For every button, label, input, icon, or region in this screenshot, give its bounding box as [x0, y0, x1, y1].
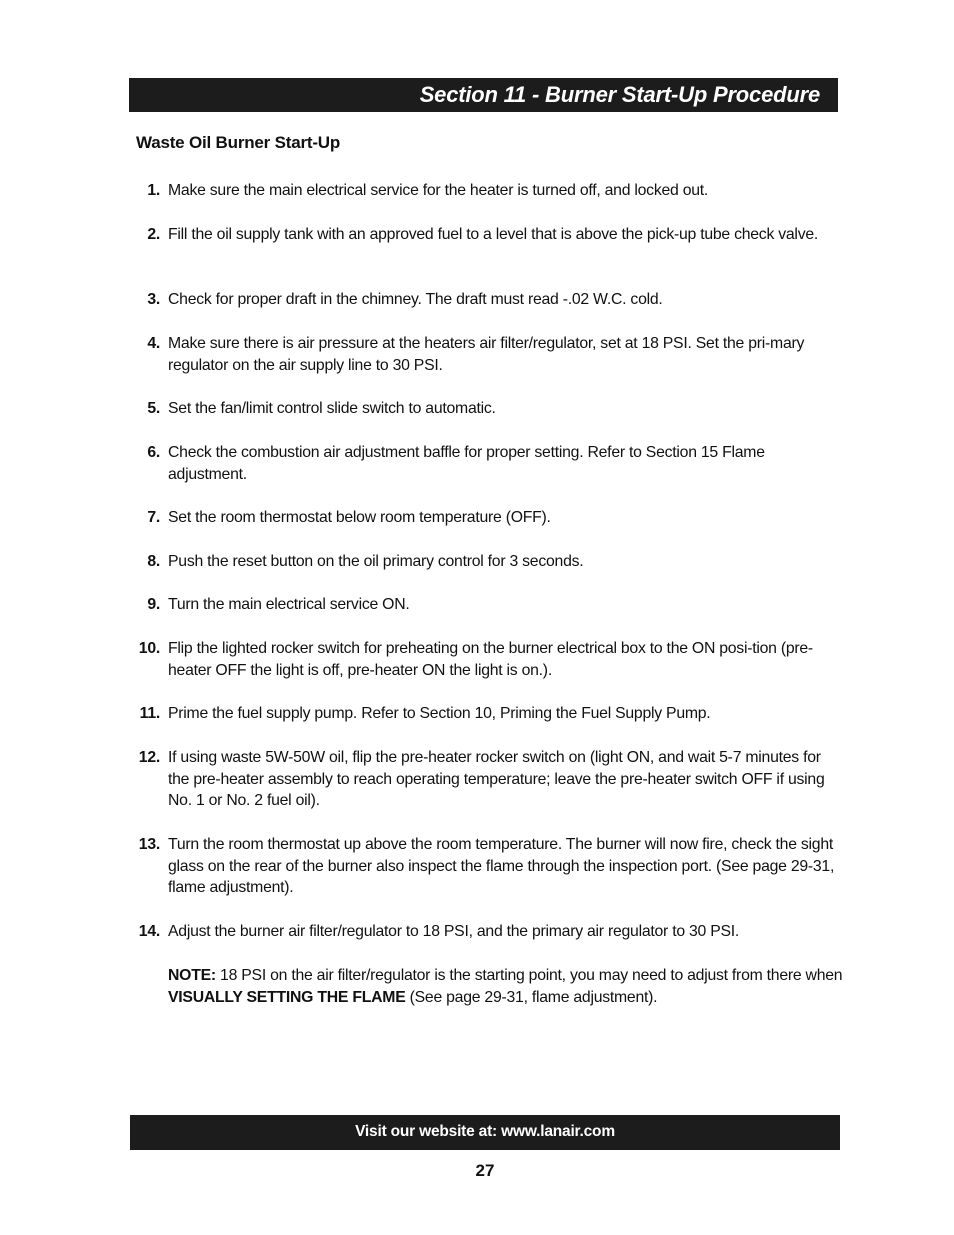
- note-paragraph: [168, 965, 843, 1008]
- step-text: Push the reset button on the oil primary control for 3 seconds.: [168, 553, 584, 570]
- step-item: [129, 594, 841, 616]
- website-link-text: Visit our website at: www.lanair.com: [355, 1123, 615, 1140]
- step-text: Prime the fuel supply pump. Refer to Section 10, Priming the Fuel Supply Pump.: [168, 705, 711, 722]
- step-item: [129, 551, 841, 573]
- step-item: [129, 703, 841, 725]
- note-label: NOTE:: [168, 967, 216, 984]
- step-text: Flip the lighted rocker switch for preheating on the burner electrical box to the ON posi-tion (pre-heater OFF the light is off, pre-heater ON the light is on.).: [168, 640, 813, 679]
- step-text: Make sure the main electrical service for the heater is turned off, and locked out.: [168, 182, 709, 199]
- note-emphasis: VISUALLY SETTING THE FLAME: [168, 988, 406, 1006]
- step-item: [129, 333, 841, 376]
- step-number: 1.: [147, 182, 160, 199]
- step-number: 7.: [147, 509, 160, 526]
- step-text: If using waste 5W-50W oil, flip the pre-heater rocker switch on (light ON, and wait 5-7 minutes for the pre-heater assembly to reach operating temperature; leave the pre-heater switch OFF if using No. 1 or No. 2 fuel oil).: [168, 749, 825, 809]
- step-text: Set the fan/limit control slide switch to automatic.: [168, 400, 496, 417]
- step-text: Fill the oil supply tank with an approved fuel to a level that is above the pick-up tube check valve.: [168, 226, 819, 243]
- note-text-part-2: (See page 29-31, flame adjustment).: [405, 988, 658, 1006]
- step-number: 12.: [138, 749, 160, 766]
- step-item: [129, 638, 841, 681]
- step-number: 3.: [147, 291, 160, 308]
- step-number: 10.: [138, 640, 160, 657]
- step-text: Make sure there is air pressure at the heaters air filter/regulator, set at 18 PSI. Set the pri-mary regulator on the air supply line to 30 PSI.: [168, 335, 805, 374]
- note-text-part-1: 18 PSI on the air filter/regulator is the starting point, you may need to adjust from there when: [215, 967, 843, 984]
- step-number: 4.: [147, 335, 160, 352]
- step-item: [129, 507, 841, 529]
- footer-banner: [130, 1115, 840, 1150]
- step-text: Adjust the burner air filter/regulator to 18 PSI, and the primary air regulator to 30 PSI.: [168, 923, 740, 940]
- step-text: Turn the main electrical service ON.: [168, 596, 410, 613]
- step-text: Set the room thermostat below room temperature (OFF).: [168, 509, 551, 526]
- step-text: Turn the room thermostat up above the room temperature. The burner will now fire, check the sight glass on the rear of the burner also inspect the flame through the inspection port. (See page 29-31, flame adjustment).: [168, 836, 835, 896]
- step-number: 2.: [147, 226, 160, 243]
- procedure-subtitle: Waste Oil Burner Start-Up: [136, 133, 341, 152]
- step-item: [129, 834, 841, 899]
- step-item: [129, 442, 841, 485]
- step-item: [129, 224, 841, 246]
- step-number: 13.: [138, 836, 160, 853]
- step-item: [129, 289, 841, 311]
- step-item: [129, 180, 841, 202]
- step-number: 8.: [147, 553, 160, 570]
- step-number: 9.: [147, 596, 160, 613]
- step-item: [129, 747, 841, 812]
- step-number: 5.: [147, 400, 160, 417]
- step-item: [129, 921, 841, 943]
- step-number: 11.: [139, 705, 160, 722]
- step-text: Check the combustion air adjustment baffle for proper setting. Refer to Section 15 Flame adjustment.: [168, 444, 765, 483]
- section-title: Section 11 - Burner Start-Up Procedure: [419, 82, 820, 107]
- step-number: 6.: [147, 444, 160, 461]
- page-number: 27: [475, 1161, 495, 1180]
- section-header-banner: [129, 78, 838, 112]
- step-item: [129, 398, 841, 420]
- step-number: 14.: [138, 923, 160, 940]
- step-text: Check for proper draft in the chimney. The draft must read -.02 W.C. cold.: [168, 291, 663, 308]
